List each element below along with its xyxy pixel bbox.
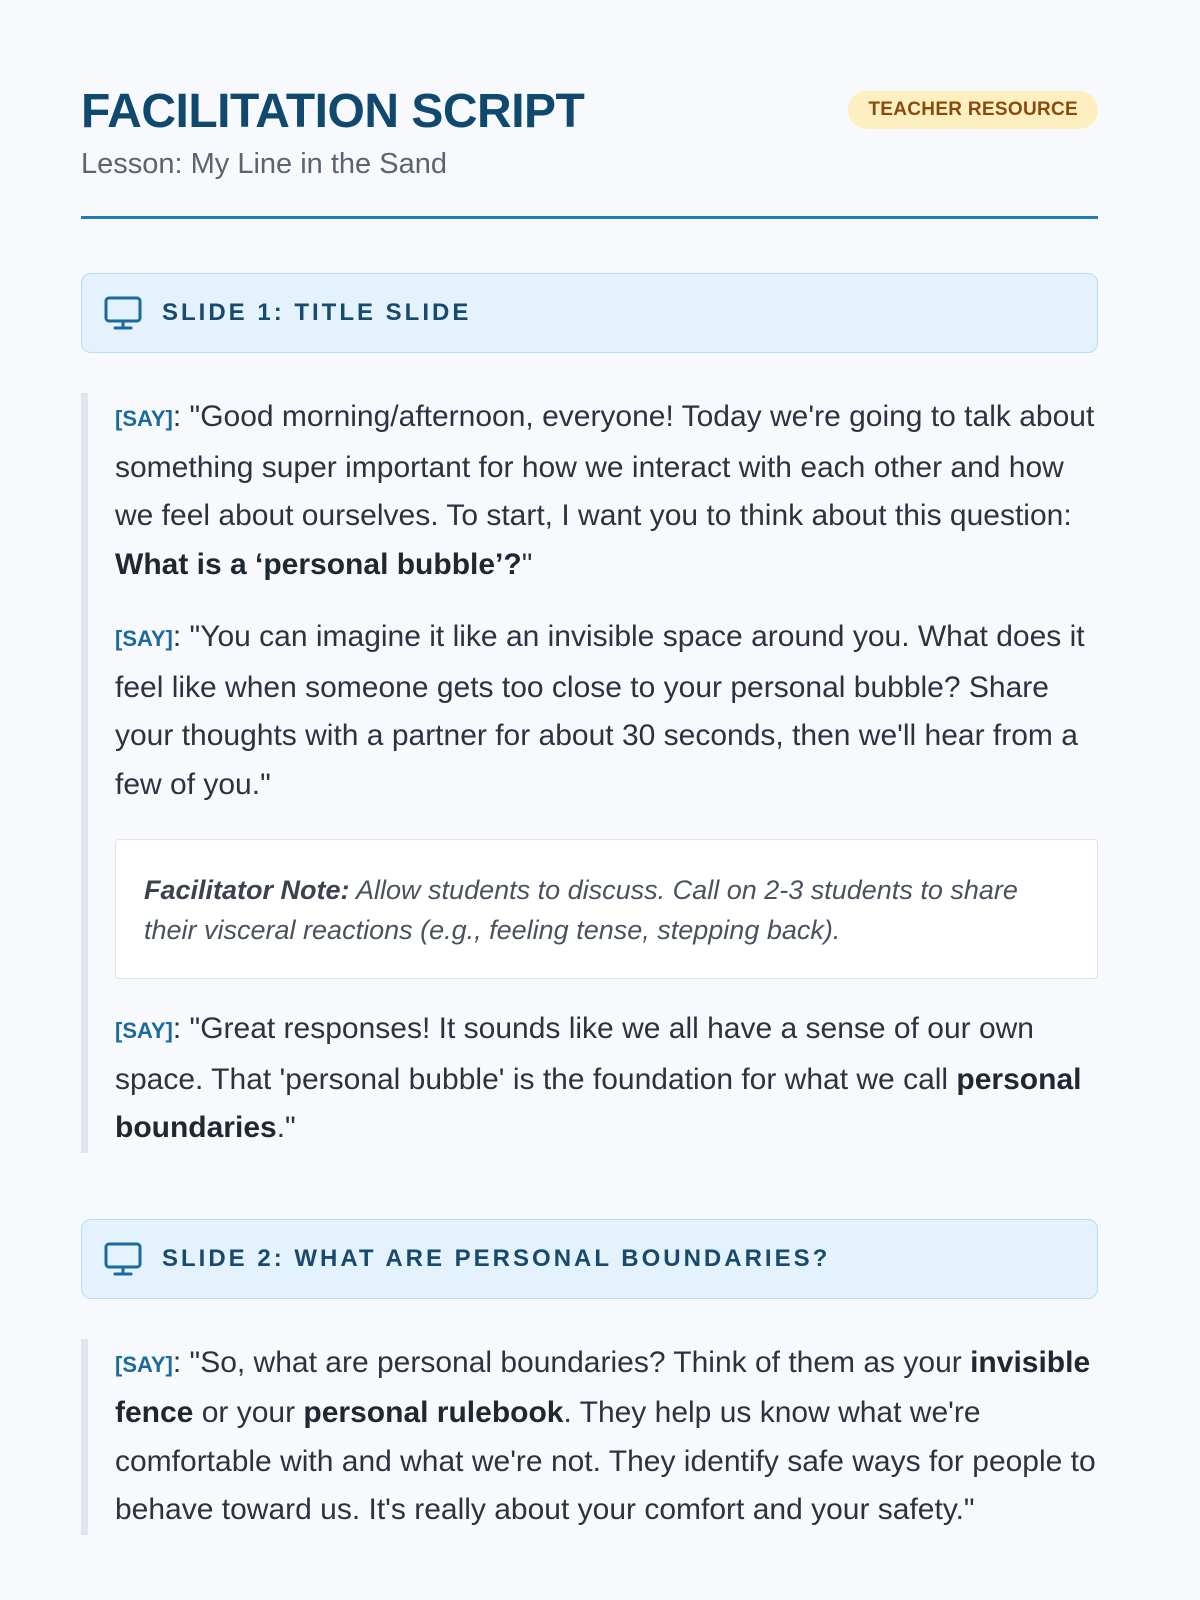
facilitator-note-text: Allow students to discuss. Call on 2-3 students to share their visceral reactions (e.g., feeling tense, stepping back). [144,875,1018,945]
say-separator: : [172,1345,190,1379]
script-paragraph [115,613,1098,809]
say-text: "Great responses! It sounds like we all have a sense of our own space. That 'personal bubble' is the foundation for what we call [115,1012,1034,1096]
slide-2-label: SLIDE 2: WHAT ARE PERSONAL BOUNDARIES? [162,1244,831,1272]
say-separator: : [172,620,190,653]
slide-1-label: SLIDE 1: TITLE SLIDE [162,299,472,326]
slide-2-script [81,1339,1098,1535]
say-tag: [SAY] [115,626,173,651]
say-text-mid: or your [193,1396,304,1429]
say-text: "Good morning/afternoon, everyone! Today we're going to talk about something super important for how we interact with each other and how we feel about ourselves. To start, I want you to think about this question: [115,400,1095,532]
script-paragraph [115,1339,1098,1535]
say-emphasis: invisible fence [115,1345,1091,1429]
say-separator: : [172,1012,190,1045]
lesson-subtitle: Lesson: My Line in the Sand [81,148,447,180]
say-end: ." [276,1111,296,1144]
page-title: FACILITATION SCRIPT [81,85,585,138]
monitor-icon [104,1242,142,1276]
slide-1-header [81,273,1098,353]
document-header [81,0,1098,219]
say-text: "You can imagine it like an invisible space around you. What does it feel like when someone gets too close to your personal bubble? Share your thoughts with a partner for about 30 seconds, then we'll hear from a few of you." [115,620,1085,801]
script-paragraph [115,393,1098,589]
say-end: . They help us know what we're comfortable with and what we're not. They identify safe ways for people to behave toward us. It's really about your comfort and your safety." [115,1396,1096,1526]
facilitator-note [115,839,1098,979]
say-emphasis: personal rulebook [303,1396,564,1429]
say-tag: [SAY] [115,406,173,431]
say-emphasis: What is a ‘personal bubble’? [115,547,522,581]
slide-2-header [81,1219,1098,1299]
say-separator: : [172,400,190,433]
slide-1-script [81,393,1098,1153]
teacher-resource-badge: TEACHER RESOURCE [848,91,1098,129]
say-text: "So, what are personal boundaries? Think of them as your [189,1345,971,1379]
monitor-icon [104,296,142,330]
say-emphasis: personal boundaries [115,1062,1082,1144]
say-tag: [SAY] [115,1018,173,1043]
say-tag: [SAY] [115,1351,173,1377]
say-end: " [521,547,533,581]
facilitator-note-label: Facilitator Note: [144,875,350,905]
script-paragraph [115,1005,1098,1153]
